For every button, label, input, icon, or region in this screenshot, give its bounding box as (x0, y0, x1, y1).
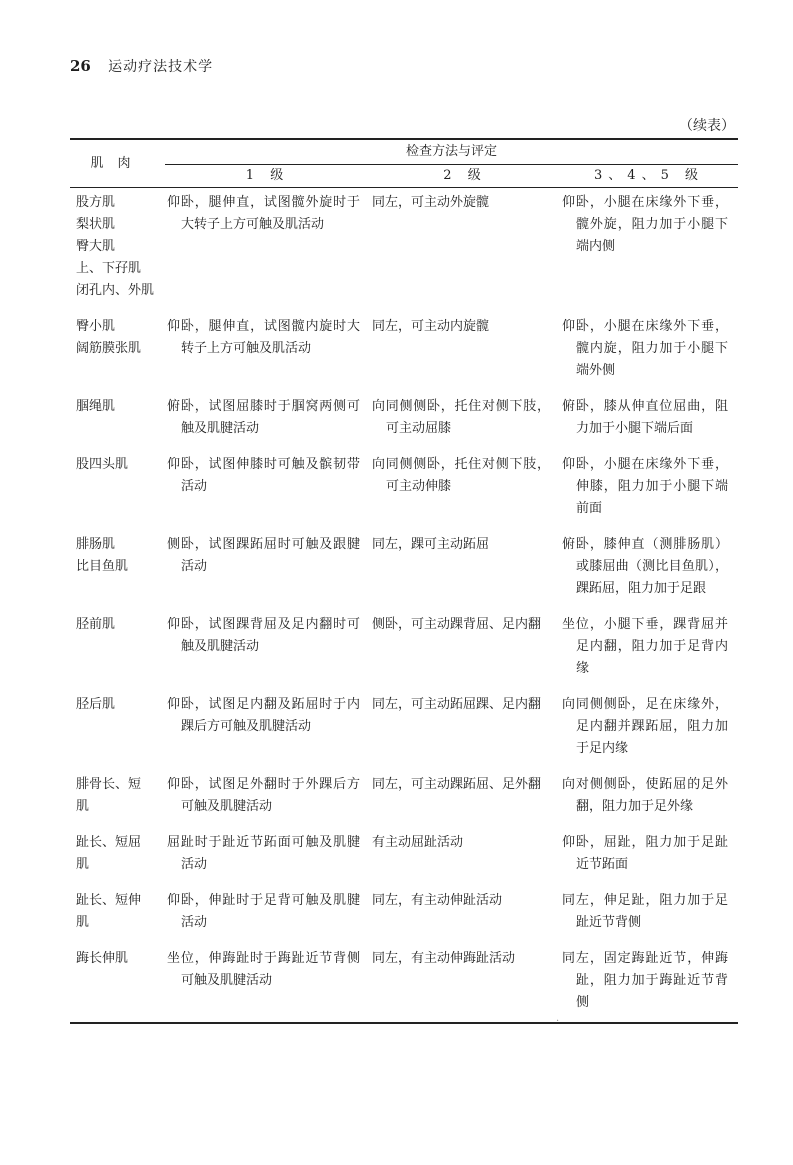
level-2-test-cell (370, 188, 560, 311)
level-2-test-cell (370, 448, 560, 528)
level-2-test-cell (370, 528, 560, 608)
muscle-name-cell (70, 608, 165, 688)
muscle-name: 股方肌 (76, 195, 116, 210)
level-3-5-test-cell (560, 826, 738, 884)
column-header-level-3-5: 3、4、5 级 (560, 165, 738, 188)
muscle-name-cell (70, 390, 165, 448)
muscle-name-cell (70, 188, 165, 311)
column-header-level-2: 2 级 (370, 165, 560, 188)
test-description: 仰卧，小腿在床缘外下垂，伸膝，阻力加于小腿下端前面 (562, 457, 729, 516)
level-1-test-cell (165, 942, 370, 1022)
muscle-name-cell (70, 310, 165, 390)
muscle-name: 梨状肌 (76, 217, 116, 232)
level-3-5-test-cell (560, 448, 738, 528)
test-description: 同左，有主动伸踇趾活动 (372, 951, 516, 966)
level-2-test-cell (370, 942, 560, 1022)
test-description: 仰卧，伸趾时于足背可触及肌腱活动 (167, 893, 360, 930)
test-description: 向对侧侧卧，使跖屈的足外翻，阻力加于足外缘 (562, 777, 729, 814)
test-description: 俯卧，膝从伸直位屈曲，阻力加于小腿下端后面 (562, 399, 729, 436)
test-description: 仰卧，试图足内翻及跖屈时于内踝后方可触及肌腱活动 (167, 697, 360, 734)
muscle-name: 肌 (76, 915, 90, 930)
test-description: 仰卧，屈趾，阻力加于足趾近节跖面 (562, 835, 729, 872)
column-header-level-1: 1 级 (165, 165, 370, 188)
level-1-test-cell (165, 310, 370, 390)
muscle-test-table (70, 138, 738, 1024)
test-description: 同左，可主动踝跖屈、足外翻 (372, 777, 542, 792)
level-1-test-cell (165, 688, 370, 768)
test-description: 同左，可主动外旋髋 (372, 195, 490, 210)
table-row (70, 608, 738, 688)
test-description: 屈趾时于趾近节跖面可触及肌腱活动 (167, 835, 360, 872)
muscle-name: 臀大肌 (76, 239, 116, 254)
muscle-name-cell (70, 884, 165, 942)
level-1-test-cell (165, 826, 370, 884)
muscle-name-cell (70, 688, 165, 768)
table-row (70, 826, 738, 884)
level-3-5-test-cell (560, 528, 738, 608)
table-row (70, 528, 738, 608)
muscle-name-cell (70, 448, 165, 528)
level-3-5-test-cell (560, 768, 738, 826)
muscle-name: 踇长伸肌 (76, 951, 129, 966)
column-group-header: 检查方法与评定 (165, 140, 738, 165)
test-description: 同左，踝可主动跖屈 (372, 537, 490, 552)
level-2-test-cell (370, 608, 560, 688)
scan-speck: · (556, 1016, 560, 1027)
test-description: 侧卧，可主动踝背屈、足内翻 (372, 617, 542, 632)
test-description: 有主动屈趾活动 (372, 835, 464, 850)
test-description: 侧卧，试图踝跖屈时可触及跟腱活动 (167, 537, 360, 574)
test-description: 同左，有主动伸趾活动 (372, 893, 503, 908)
test-description: 同左，可主动内旋髋 (372, 319, 490, 334)
muscle-name-cell (70, 768, 165, 826)
level-3-5-test-cell (560, 310, 738, 390)
test-description: 仰卧，小腿在床缘外下垂，髋外旋，阻力加于小腿下端内侧 (562, 195, 729, 254)
muscle-name: 闭孔内、外肌 (76, 283, 155, 298)
level-1-test-cell (165, 528, 370, 608)
muscle-name: 臀小肌 (76, 319, 116, 334)
test-description: 仰卧，试图踝背屈及足内翻时可触及肌腱活动 (167, 617, 360, 654)
table-row (70, 768, 738, 826)
level-3-5-test-cell (560, 884, 738, 942)
test-description: 仰卧，试图伸膝时可触及髌韧带活动 (167, 457, 360, 494)
level-3-5-test-cell (560, 608, 738, 688)
table-row (70, 942, 738, 1022)
muscle-name: 趾长、短伸 (76, 893, 142, 908)
table-row (70, 688, 738, 768)
test-description: 仰卧，腿伸直，试图髋内旋时大转子上方可触及肌活动 (167, 319, 360, 356)
table-row (70, 884, 738, 942)
level-1-test-cell (165, 608, 370, 688)
muscle-name-cell (70, 826, 165, 884)
muscle-name: 腓肠肌 (76, 537, 116, 552)
table-continuation-note: （续表） (679, 118, 735, 134)
test-description: 同左，可主动跖屈踝、足内翻 (372, 697, 542, 712)
test-description: 俯卧，膝伸直（测腓肠肌）或膝屈曲（测比目鱼肌），踝跖屈，阻力加于足跟 (562, 537, 729, 596)
test-description: 向同侧侧卧，托住对侧下肢，可主动屈膝 (372, 399, 550, 436)
test-description: 向同侧侧卧，足在床缘外，足内翻并踝跖屈，阻力加于足内缘 (562, 697, 729, 756)
level-1-test-cell (165, 390, 370, 448)
table-row (70, 188, 738, 311)
level-2-test-cell (370, 688, 560, 768)
muscle-name: 胫前肌 (76, 617, 116, 632)
page-header (70, 56, 738, 77)
table-row (70, 448, 738, 528)
muscle-name: 肌 (76, 857, 90, 872)
book-title: 运动疗法技术学 (108, 59, 214, 75)
test-description: 向同侧侧卧，托住对侧下肢，可主动伸膝 (372, 457, 550, 494)
level-2-test-cell (370, 390, 560, 448)
muscle-name: 比目鱼肌 (76, 559, 129, 574)
level-3-5-test-cell (560, 390, 738, 448)
muscle-name-cell (70, 942, 165, 1022)
test-description: 同左，伸足趾，阻力加于足趾近节背侧 (562, 893, 729, 930)
level-2-test-cell (370, 768, 560, 826)
muscle-name: 腓骨长、短 (76, 777, 142, 792)
test-description: 仰卧，试图足外翻时于外踝后方可触及肌腱活动 (167, 777, 360, 814)
muscle-name: 趾长、短屈 (76, 835, 142, 850)
column-header-muscle: 肌肉 (70, 140, 165, 188)
muscle-name: 股四头肌 (76, 457, 129, 472)
muscle-name: 肌 (76, 799, 90, 814)
level-1-test-cell (165, 448, 370, 528)
level-2-test-cell (370, 826, 560, 884)
test-description: 同左，固定踇趾近节，伸踇趾，阻力加于踇趾近节背侧 (562, 951, 729, 1010)
muscle-name: 腘绳肌 (76, 399, 116, 414)
table-row (70, 310, 738, 390)
test-description: 坐位，伸踇趾时于踇趾近节背侧可触及肌腱活动 (167, 951, 360, 988)
muscle-name: 阔筋膜张肌 (76, 341, 142, 356)
level-1-test-cell (165, 188, 370, 311)
level-3-5-test-cell (560, 942, 738, 1022)
level-3-5-test-cell (560, 188, 738, 311)
level-1-test-cell (165, 768, 370, 826)
test-description: 坐位，小腿下垂，踝背屈并足内翻，阻力加于足背内缘 (562, 617, 729, 676)
muscle-name-cell (70, 528, 165, 608)
test-description: 仰卧，腿伸直，试图髋外旋时于大转子上方可触及肌活动 (167, 195, 360, 232)
test-description: 俯卧，试图屈膝时于腘窝两侧可触及肌腱活动 (167, 399, 360, 436)
level-2-test-cell (370, 884, 560, 942)
table-row (70, 390, 738, 448)
level-1-test-cell (165, 884, 370, 942)
muscle-name: 胫后肌 (76, 697, 116, 712)
level-2-test-cell (370, 310, 560, 390)
test-description: 仰卧，小腿在床缘外下垂，髋内旋，阻力加于小腿下端外侧 (562, 319, 729, 378)
muscle-name: 上、下孖肌 (76, 261, 142, 276)
level-3-5-test-cell (560, 688, 738, 768)
page-number: 26 (70, 57, 91, 75)
